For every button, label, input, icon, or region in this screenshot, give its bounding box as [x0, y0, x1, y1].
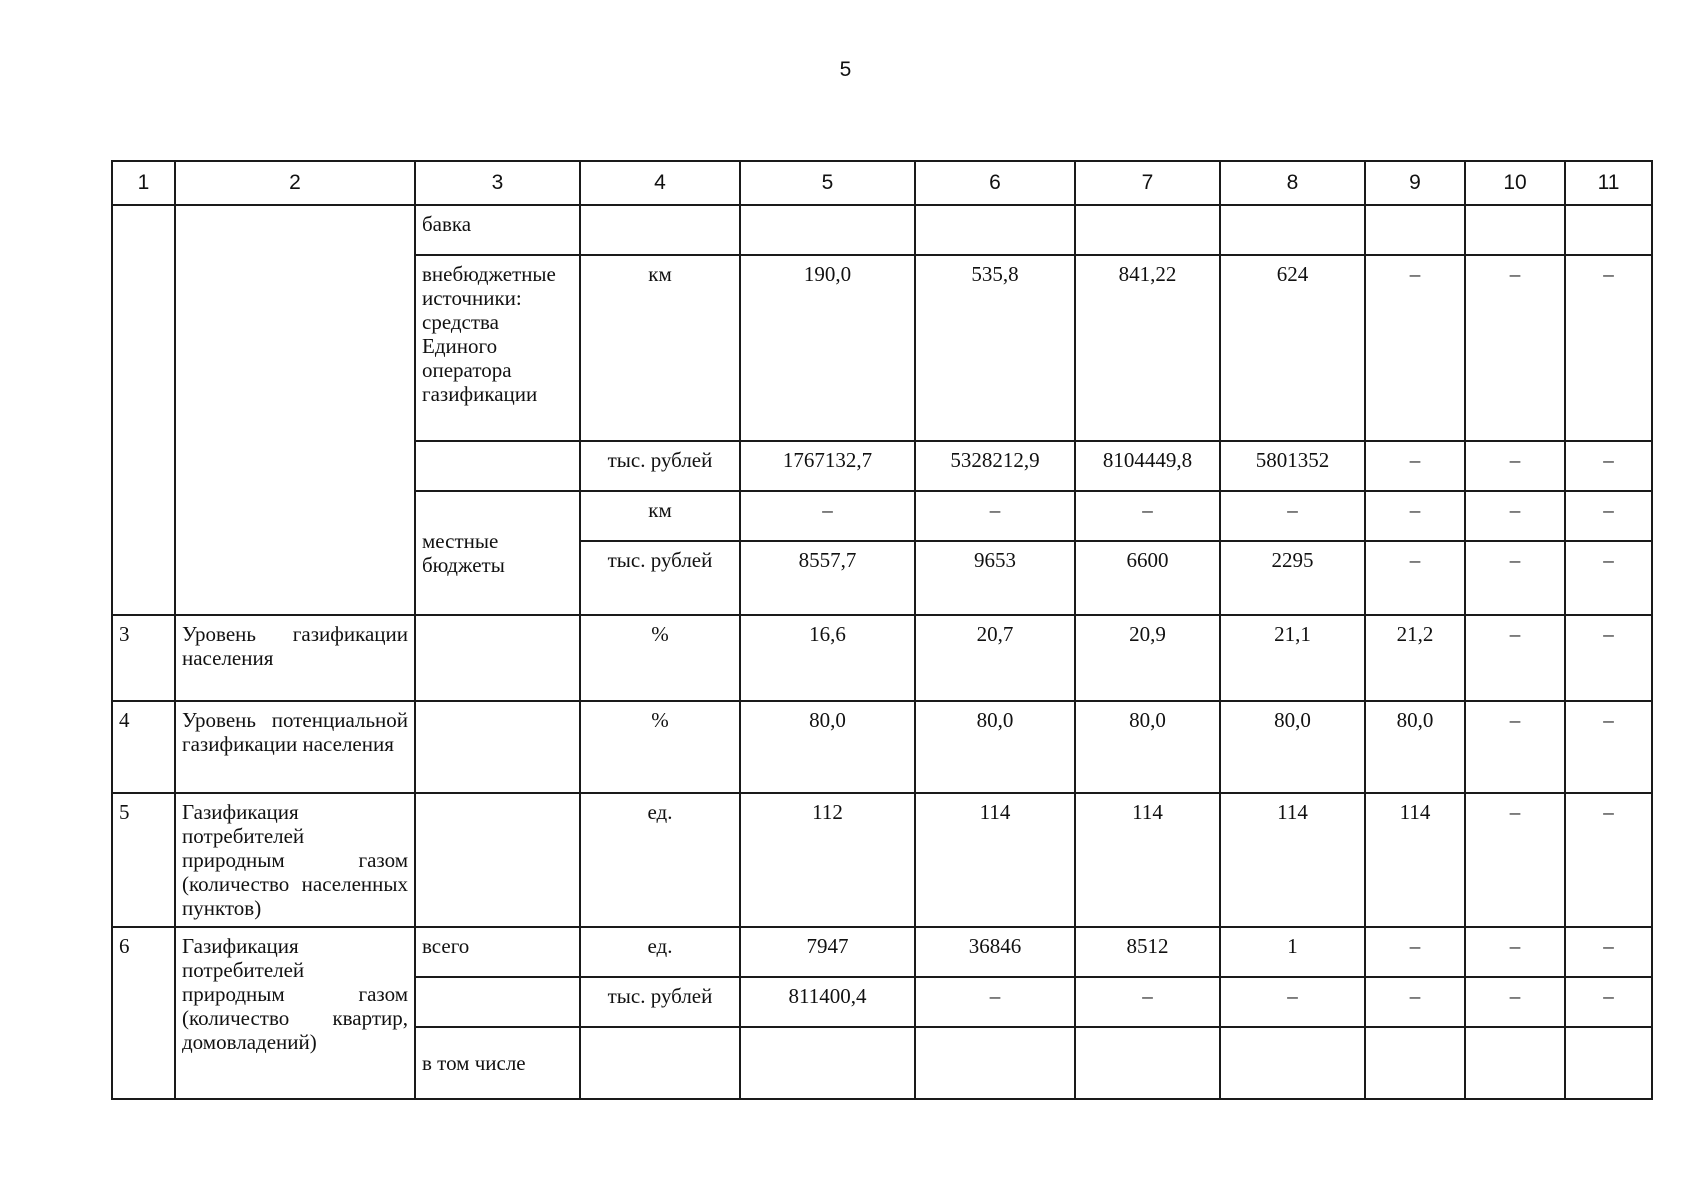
- value-cell: 80,0: [1365, 701, 1465, 793]
- value-cell: –: [1565, 615, 1652, 701]
- value-cell: 2295: [1220, 541, 1365, 615]
- value-cell: –: [1365, 541, 1465, 615]
- page-number: 5: [839, 58, 852, 81]
- value-cell: 36846: [915, 927, 1075, 977]
- value-cell: –: [1565, 491, 1652, 541]
- source-cell: местные бюджеты: [415, 491, 580, 615]
- value-cell: 535,8: [915, 255, 1075, 441]
- value-cell: 5801352: [1220, 441, 1365, 491]
- header-row: [112, 161, 1652, 205]
- unit-cell: %: [580, 701, 740, 793]
- value-cell: –: [1465, 927, 1565, 977]
- row-number-cell: 6: [112, 927, 175, 1099]
- column-header: 5: [740, 161, 915, 205]
- table-row: [112, 615, 1652, 701]
- column-header: 10: [1465, 161, 1565, 205]
- value-cell: –: [1365, 491, 1465, 541]
- source-cell: всего: [415, 927, 580, 977]
- unit-cell: тыс. рублей: [580, 541, 740, 615]
- value-cell: –: [1465, 615, 1565, 701]
- value-cell: 114: [1075, 793, 1220, 927]
- value-cell: –: [1565, 701, 1652, 793]
- value-cell: –: [1365, 927, 1465, 977]
- value-cell: 1767132,7: [740, 441, 915, 491]
- value-cell: 114: [915, 793, 1075, 927]
- column-header: 8: [1220, 161, 1365, 205]
- unit-cell: тыс. рублей: [580, 977, 740, 1027]
- row-name-cell: Уровень потенциальной газификации населения: [175, 701, 415, 793]
- value-cell: 811400,4: [740, 977, 915, 1027]
- value-cell: –: [915, 491, 1075, 541]
- unit-cell: тыс. рублей: [580, 441, 740, 491]
- row-number-cell: 5: [112, 793, 175, 927]
- value-cell: –: [1365, 255, 1465, 441]
- row-name-cell: [175, 205, 415, 615]
- value-cell: 7947: [740, 927, 915, 977]
- value-cell: 80,0: [1220, 701, 1365, 793]
- unit-cell: км: [580, 491, 740, 541]
- row-number-cell: 3: [112, 615, 175, 701]
- source-cell: внебюджетные источники: средства Единого оператора газификации: [415, 255, 580, 441]
- value-cell: –: [1465, 701, 1565, 793]
- column-header: 11: [1565, 161, 1652, 205]
- value-cell: 21,2: [1365, 615, 1465, 701]
- column-header: 6: [915, 161, 1075, 205]
- value-cell: 841,22: [1075, 255, 1220, 441]
- row-number-cell: 4: [112, 701, 175, 793]
- value-cell: 1: [1220, 927, 1365, 977]
- value-cell: 20,7: [915, 615, 1075, 701]
- table-row: [112, 701, 1652, 793]
- value-cell: –: [1365, 977, 1465, 1027]
- value-cell: –: [1465, 541, 1565, 615]
- row-name-cell: Уровень газификации населения: [175, 615, 415, 701]
- source-cell: в том числе: [415, 1027, 580, 1099]
- value-cell: –: [1465, 491, 1565, 541]
- value-cell: 190,0: [740, 255, 915, 441]
- value-cell: –: [1465, 977, 1565, 1027]
- column-header: 7: [1075, 161, 1220, 205]
- value-cell: –: [1565, 977, 1652, 1027]
- value-cell: 114: [1365, 793, 1465, 927]
- value-cell: 6600: [1075, 541, 1220, 615]
- value-cell: 80,0: [915, 701, 1075, 793]
- value-cell: –: [1565, 793, 1652, 927]
- value-cell: –: [740, 491, 915, 541]
- table-row: [112, 927, 1652, 977]
- value-cell: –: [1075, 977, 1220, 1027]
- column-header: 4: [580, 161, 740, 205]
- value-cell: 80,0: [1075, 701, 1220, 793]
- table-row: [112, 793, 1652, 927]
- value-cell: –: [1465, 793, 1565, 927]
- value-cell: 8512: [1075, 927, 1220, 977]
- value-cell: –: [1565, 927, 1652, 977]
- value-cell: 16,6: [740, 615, 915, 701]
- row-number-cell: [112, 205, 175, 615]
- value-cell: –: [1565, 255, 1652, 441]
- data-table: [111, 160, 1653, 1100]
- unit-cell: ед.: [580, 793, 740, 927]
- value-cell: –: [1220, 977, 1365, 1027]
- value-cell: 20,9: [1075, 615, 1220, 701]
- value-cell: 5328212,9: [915, 441, 1075, 491]
- source-cell: бавка: [415, 205, 580, 255]
- value-cell: –: [1220, 491, 1365, 541]
- value-cell: –: [1465, 441, 1565, 491]
- value-cell: –: [1565, 541, 1652, 615]
- row-name-cell: Газификация потребителей природным газом (количество населенных пунктов): [175, 793, 415, 927]
- column-header: 3: [415, 161, 580, 205]
- column-header: 1: [112, 161, 175, 205]
- value-cell: –: [1365, 441, 1465, 491]
- value-cell: –: [1075, 491, 1220, 541]
- value-cell: 114: [1220, 793, 1365, 927]
- value-cell: –: [1465, 255, 1565, 441]
- value-cell: 8557,7: [740, 541, 915, 615]
- unit-cell: км: [580, 255, 740, 441]
- unit-cell: ед.: [580, 927, 740, 977]
- column-header: 2: [175, 161, 415, 205]
- unit-cell: %: [580, 615, 740, 701]
- value-cell: 21,1: [1220, 615, 1365, 701]
- value-cell: –: [1565, 441, 1652, 491]
- table-row: [112, 205, 1652, 255]
- value-cell: 624: [1220, 255, 1365, 441]
- row-name-cell: Газификация потребителей природным газом (количество квартир, домовладений): [175, 927, 415, 1099]
- value-cell: –: [915, 977, 1075, 1027]
- value-cell: 112: [740, 793, 915, 927]
- value-cell: 80,0: [740, 701, 915, 793]
- value-cell: 9653: [915, 541, 1075, 615]
- value-cell: 8104449,8: [1075, 441, 1220, 491]
- column-header: 9: [1365, 161, 1465, 205]
